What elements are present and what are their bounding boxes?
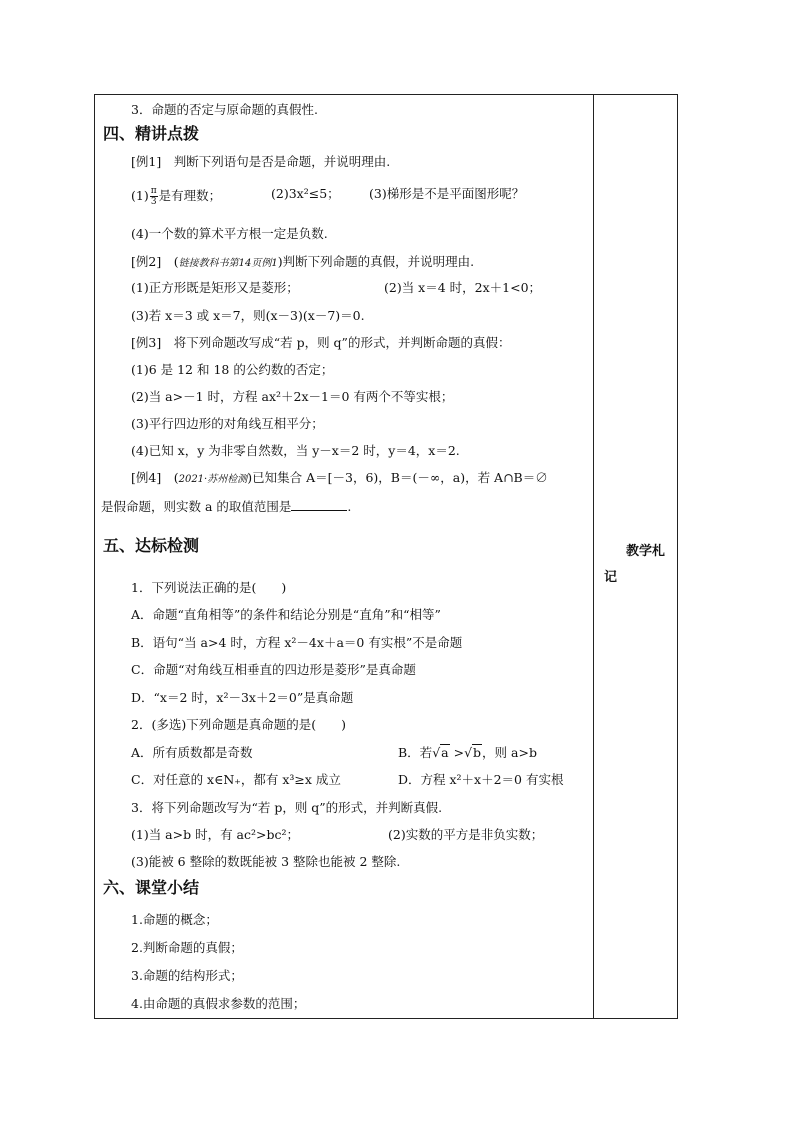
item-3-negation: 3．命题的否定与原命题的真假性. xyxy=(131,102,318,117)
example-3-part-2: (2)当 a>－1 时，方程 ax²＋2x－1＝0 有两个不等实根； xyxy=(131,389,454,404)
question-3-part-3: (3)能被 6 整除的数既能被 3 整除也能被 2 整除. xyxy=(131,854,401,869)
summary-item-4: 4.由命题的真假求参数的范围； xyxy=(131,996,306,1011)
question-3: 3．将下列命题改写为“若 p，则 q”的形式，并判断真假. xyxy=(131,800,443,815)
question-1: 1．下列说法正确的是( ) xyxy=(131,580,287,595)
sqrt-b: b xyxy=(473,745,482,760)
example-1-part-4: (4)一个数的算术平方根一定是负数. xyxy=(131,226,328,241)
summary-item-3: 3.命题的结构形式； xyxy=(131,968,243,983)
section-heading-4: 四、精讲点拨 xyxy=(103,124,200,143)
question-2: 2．(多选)下列命题是真命题的是( ) xyxy=(131,717,346,732)
textbook-link-note: 链接教科书第14页例1 xyxy=(178,258,278,269)
question-2-option-d: D．方程 x²＋x＋2＝0 有实根 xyxy=(398,772,564,787)
question-1-option-d: D．“x＝2 时，x²－3x＋2＝0”是真命题 xyxy=(131,690,354,705)
example-4-continued: 是假命题，则实数 a 的取值范围是 . xyxy=(101,499,352,514)
teaching-notes-label-cont: 记 xyxy=(604,570,618,585)
question-3-part-1: (1)当 a>b 时，有 ac²>bc²； xyxy=(131,827,300,842)
question-1-option-a: A．命题“直角相等”的条件和结论分别是“直角”和“相等” xyxy=(131,607,441,622)
question-2-option-b: B．若√a >√b，则 a>b xyxy=(398,745,537,760)
example-2-part-1: (1)正方形既是矩形又是菱形； xyxy=(131,280,299,295)
question-2-option-a: A．所有质数都是奇数 xyxy=(131,745,253,760)
side-notes-cell xyxy=(594,94,678,1019)
example-3: [例3] 将下列命题改写成“若 p，则 q”的形式，并判断命题的真假： xyxy=(131,335,511,350)
pi-over-3-fraction: $\frac{\pi}{3}$ xyxy=(150,186,157,207)
main-content-cell xyxy=(101,94,591,1019)
answer-blank xyxy=(291,498,347,511)
question-3-part-2: (2)实数的平方是非负实数； xyxy=(388,827,544,842)
example-2-part-3: (3)若 x＝3 或 x＝7，则(x－3)(x－7)＝0. xyxy=(131,308,365,323)
section-heading-5: 五、达标检测 xyxy=(103,536,200,555)
example-2: [例2] (链接教科书第14页例1)判断下列命题的真假，并说明理由. xyxy=(131,254,475,269)
example-1-part-2: (2)3x²≤5； xyxy=(271,186,340,201)
example-1-part-3: (3)梯形是不是平面图形呢？ xyxy=(369,186,525,201)
summary-item-2: 2.判断命题的真假； xyxy=(131,940,243,955)
example-1: [例1] 判断下列语句是否是命题，并说明理由. xyxy=(131,154,391,169)
source-note: 2021·苏州检测 xyxy=(178,474,248,485)
example-1-part-1: (1) $\frac{\pi}{3}$ 是有理数； xyxy=(131,186,222,207)
example-3-part-4: (4)已知 x，y 为非零自然数，当 y－x＝2 时，y＝4，x＝2. xyxy=(131,443,460,458)
question-1-option-b: B．语句“当 a>4 时，方程 x²－4x＋a＝0 有实根”不是命题 xyxy=(131,635,463,650)
example-4: [例4] (2021·苏州检测)已知集合 A＝[－3，6)，B＝(－∞，a)，若 A∩B＝∅ xyxy=(131,470,548,485)
sqrt-a: a xyxy=(441,745,449,760)
question-2-option-c: C．对任意的 x∈N₊，都有 x³≥x 成立 xyxy=(131,772,341,787)
example-3-part-3: (3)平行四边形的对角线互相平分； xyxy=(131,416,324,431)
section-heading-6: 六、课堂小结 xyxy=(103,878,200,897)
summary-item-1: 1.命题的概念； xyxy=(131,912,218,927)
teaching-notes-label: 教学札 xyxy=(626,544,666,559)
question-1-option-c: C．命题“对角线互相垂直的四边形是菱形”是真命题 xyxy=(131,662,416,677)
example-2-part-2: (2)当 x＝4 时，2x＋1<0； xyxy=(384,280,542,295)
example-3-part-1: (1)6 是 12 和 18 的公约数的否定； xyxy=(131,362,334,377)
